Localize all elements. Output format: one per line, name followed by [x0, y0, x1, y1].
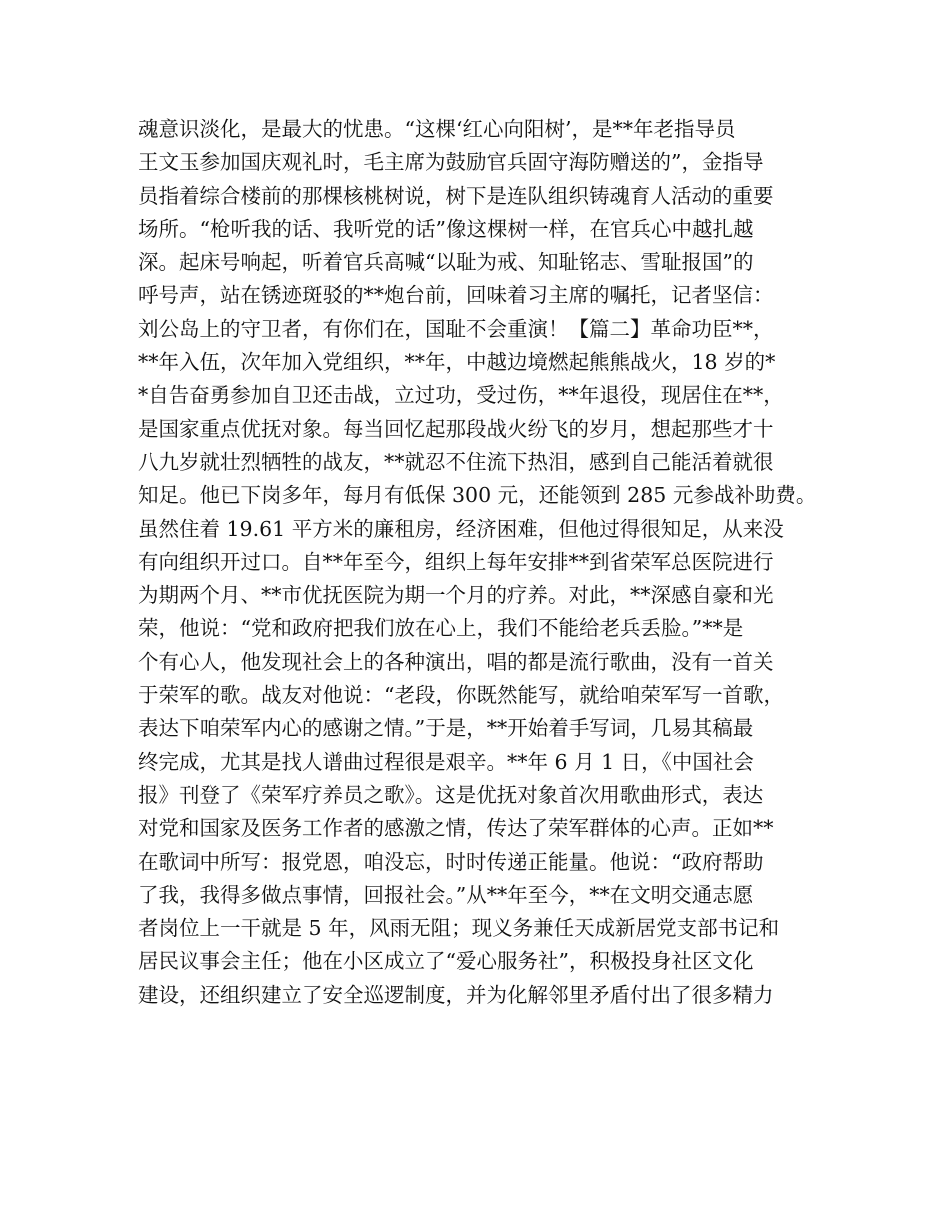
text-line: 深。起床号响起，听着官兵高喊“以耻为戒、知耻铭志、雪耻报国”的 — [138, 250, 754, 275]
text-line: 员指着综合楼前的那棵核桃树说，树下是连队组织铸魂育人活动的重要 — [138, 183, 774, 208]
text-line: 者岗位上一干就是 5 年，风雨无阻；现义务兼任天成新居党支部书记和 — [138, 916, 780, 941]
text-line: 八九岁就壮烈牺牲的战友，**就忍不住流下热泪，感到自己能活着就很 — [138, 449, 774, 474]
text-line: 魂意识淡化，是最大的忧患。“这棵‘红心向阳树’，是**年老指导员 — [138, 117, 736, 141]
text-line: 居民议事会主任；他在小区成立了“爱心服务社”，积极投身社区文化 — [138, 949, 754, 974]
text-line: 王文玉参加国庆观礼时，毛主席为鼓励官兵固守海防赠送的”，金指导 — [138, 150, 764, 175]
text-line: 刘公岛上的守卫者，有你们在，国耻不会重演！【篇二】革命功臣**， — [138, 316, 774, 341]
text-line: 于荣军的歌。战友对他说：“老段，你既然能写，就给咱荣军写一首歌， — [138, 683, 784, 708]
text-line: 报》刊登了《荣军疗养员之歌》。这是优抚对象首次用歌曲形式，表达 — [138, 782, 764, 807]
text-line: 为期两个月、**市优抚医院为期一个月的疗养。对此，**深感自豪和光 — [138, 583, 774, 608]
text-line: 荣，他说：“党和政府把我们放在心上，我们不能给老兵丢脸。”**是 — [138, 616, 744, 641]
text-line: 对党和国家及医务工作者的感激之情，传达了荣军群体的心声。正如** — [138, 816, 774, 841]
text-line: 场所。“枪听我的话、我听党的话”像这棵树一样，在官兵心中越扎越 — [138, 216, 754, 241]
text-line: 个有心人，他发现社会上的各种演出，唱的都是流行歌曲，没有一首关 — [138, 649, 774, 674]
text-line: **年入伍，次年加入党组织，**年，中越边境燃起熊熊战火，18 岁的* — [138, 350, 776, 375]
text-line: 建设，还组织建立了安全巡逻制度，并为化解邻里矛盾付出了很多精力 — [138, 982, 774, 1007]
text-line: 表达下咱荣军内心的感谢之情。”于是，**开始着手写词，几易其稿最 — [138, 716, 754, 741]
text-line: 知足。他已下岗多年，每月有低保 300 元，还能领到 285 元参战补助费。 — [138, 483, 817, 508]
body-text — [138, 113, 838, 1012]
text-line: 虽然住着 19.61 平方米的廉租房，经济困难，但他过得很知足，从来没 — [138, 516, 784, 541]
text-line: 了我，我得多做点事情，回报社会。”从**年至今，**在文明交通志愿 — [138, 882, 754, 907]
text-line: 终完成，尤其是找人谱曲过程很是艰辛。**年 6 月 1 日，《中国社会 — [138, 749, 754, 774]
text-line: *自告奋勇参加自卫还击战，立过功，受过伤，**年退役，现居住在**， — [138, 383, 784, 408]
text-line: 呼号声，站在锈迹斑驳的**炮台前，回味着习主席的嘱托，记者坚信： — [138, 283, 774, 308]
text-line: 是国家重点优抚对象。每当回忆起那段战火纷飞的岁月，想起那些才十 — [138, 416, 774, 441]
text-line: 有向组织开过口。自**年至今，组织上每年安排**到省荣军总医院进行 — [138, 549, 774, 574]
text-line: 在歌词中所写：报党恩，咱没忘，时时传递正能量。他说：“政府帮助 — [138, 849, 764, 874]
